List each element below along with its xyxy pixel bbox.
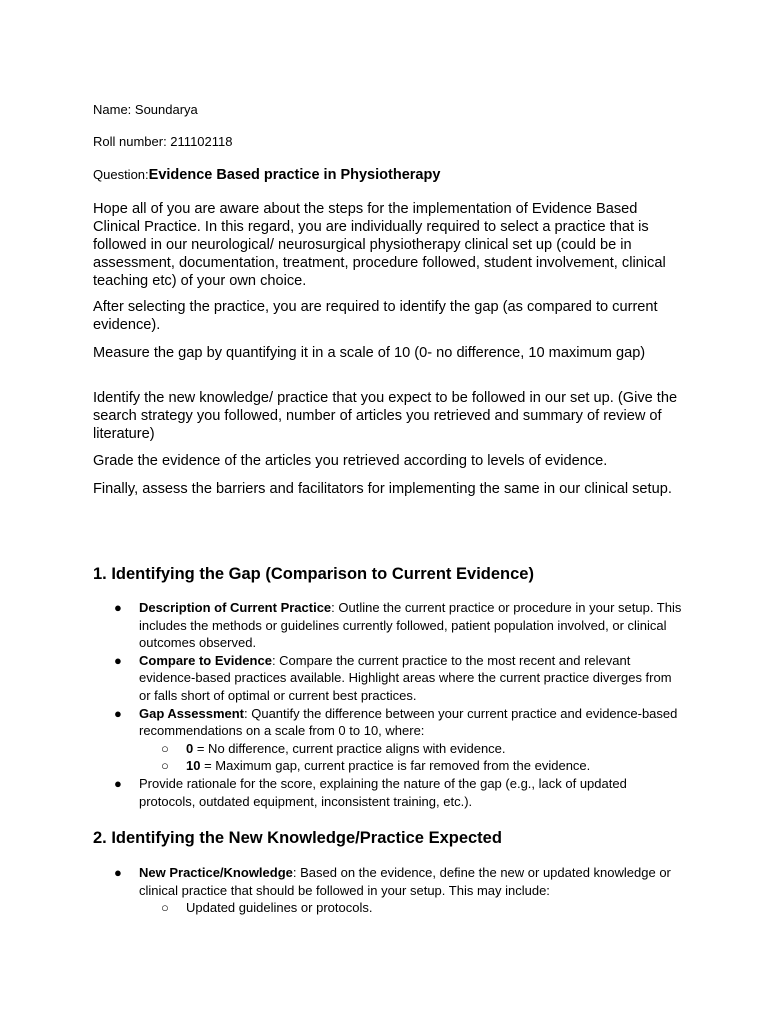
bullet-icon: ● (114, 652, 122, 668)
list-item (93, 705, 684, 775)
item-text: : Based on the evidence, define the new or updated knowledge or clinical practice that should be followed in your setup. This may include: (139, 865, 671, 898)
bullet-icon: ● (114, 705, 122, 721)
new-practice-sub-list (93, 899, 684, 917)
item-text: Provide rationale for the score, explaining the nature of the gap (e.g., lack of updated protocols, outdated equipment, inconsistent training, etc.). (139, 775, 627, 809)
bullet-icon: ● (114, 600, 122, 615)
sub-bullet-icon: ○ (161, 758, 169, 774)
section1-bullet-list (93, 599, 684, 810)
name-line: Name: Soundarya (93, 102, 198, 117)
section2-bullet-list (93, 864, 684, 917)
item-term: New Practice/Knowledge (139, 865, 293, 880)
section-heading: 2. Identifying the New Knowledge/Practice Expected (93, 829, 502, 847)
instruction-paragraph: Finally, assess the barriers and facilitators for implementing the same in our clinical setup. (93, 481, 672, 497)
list-item (93, 757, 684, 775)
bullet-icon: ● (114, 775, 122, 791)
sub-bullet-icon: ○ (161, 740, 169, 756)
list-item (93, 599, 684, 652)
scale-text: = Maximum gap, current practice is far removed from the evidence. (200, 758, 591, 774)
item-term: Gap Assessment (139, 705, 245, 721)
question-line (93, 166, 440, 184)
scale-text: = No difference, current practice aligns with evidence. (193, 740, 506, 756)
instruction-paragraph: Identify the new knowledge/ practice that you expect to be followed in our set up. (Give the search strategy you followed, number of articles you retrieved and summary of review of literature) (93, 390, 678, 442)
instruction-paragraph: Measure the gap by quantifying it in a scale of 10 (0- no difference, 10 maximum gap) (93, 345, 646, 361)
scale-value: 0 (186, 740, 194, 756)
item-text: : Quantify the difference between your current practice and evidence-based recommendations on a scale from 0 to 10, where: (139, 705, 678, 739)
roll-number-line: Roll number: 211102118 (93, 134, 233, 149)
item-text: : Compare the current practice to the most recent and relevant evidence-based practices available. Highlight areas where the current practice diverges from or falls short of optimal or current best practices. (139, 652, 672, 703)
sub-bullet-icon: ○ (161, 900, 169, 916)
section-heading: 1. Identifying the Gap (Comparison to Current Evidence) (93, 565, 534, 583)
instruction-paragraph: After selecting the practice, you are required to identify the gap (as compared to current evidence). (93, 299, 658, 333)
scale-value: 10 (186, 758, 201, 774)
sub-item-text: Updated guidelines or protocols. (186, 900, 373, 916)
question-label: Question: (93, 167, 149, 182)
item-term: Description of Current Practice (139, 600, 332, 615)
list-item (93, 864, 684, 917)
gap-scale-list (93, 740, 684, 775)
list-item (93, 775, 684, 810)
bullet-icon: ● (114, 865, 122, 880)
list-item (93, 652, 684, 705)
instruction-paragraph: Hope all of you are aware about the steps for the implementation of Evidence Based Clinical Practice. In this regard, you are individually required to select a practice that is followed in our neurological/ neurosurgical physiotherapy clinical set up (could be in assessment, documentation, treatment, procedure followed, student involvement, clinical teaching etc) of your own choice. (93, 201, 666, 289)
list-item (93, 740, 684, 758)
question-title: Evidence Based practice in Physiotherapy (148, 167, 441, 183)
item-text: : Outline the current practice or procedure in your setup. This includes the methods or guidelines currently followed, patient population involved, or clinical outcomes observed. (139, 600, 682, 651)
item-term: Compare to Evidence (139, 652, 272, 668)
instruction-paragraph: Grade the evidence of the articles you retrieved according to levels of evidence. (93, 453, 608, 469)
list-item (93, 899, 684, 917)
